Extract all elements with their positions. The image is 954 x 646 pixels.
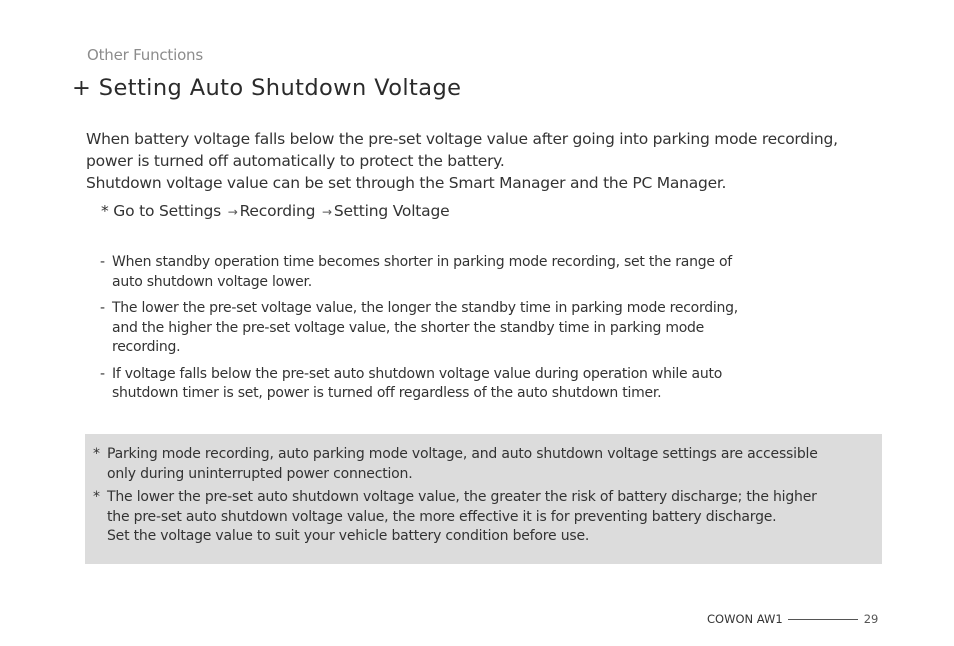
page-footer [707, 612, 878, 626]
path-step-setting-voltage: Setting Voltage [333, 202, 450, 220]
note-box [85, 434, 882, 564]
note-item [93, 445, 878, 484]
footer-divider [788, 619, 858, 620]
page-title: + Setting Auto Shutdown Voltage [72, 75, 462, 101]
list-item-line: If voltage falls below the pre-set auto shutdown voltage value during operation while auto [112, 365, 723, 382]
note-line: The lower the pre-set auto shutdown voltage value, the greater the risk of battery discharge; the higher [107, 489, 817, 505]
asterisk-marker: * [93, 489, 100, 505]
list-item-line: shutdown timer is set, power is turned off regardless of the auto shutdown timer. [112, 385, 662, 401]
intro-line: When battery voltage falls below the pre-set voltage value after going into parking mode recording, [86, 130, 838, 148]
note-item [93, 488, 878, 547]
note-line: Parking mode recording, auto parking mode voltage, and auto shutdown voltage settings are accessible [107, 446, 818, 462]
list-item-line: The lower the pre-set voltage value, the longer the standby time in parking mode recording, [112, 300, 738, 316]
dash-marker: - [100, 300, 105, 316]
footer-product-name: COWON AW1 [707, 612, 783, 626]
note-line: Set the voltage value to suit your vehicle battery condition before use. [107, 528, 590, 544]
dash-marker: - [100, 365, 105, 382]
dash-marker: - [100, 254, 105, 270]
path-step-recording: Recording [239, 202, 316, 220]
list-item [100, 253, 800, 292]
asterisk-marker: * [93, 446, 100, 462]
list-item [100, 299, 800, 358]
intro-line: Shutdown voltage value can be set through the Smart Manager and the PC Manager. [86, 174, 727, 192]
section-label: Other Functions [87, 46, 203, 64]
path-prefix: * Go to Settings [101, 202, 221, 220]
settings-path [101, 202, 449, 220]
list-item-line: When standby operation time becomes shorter in parking mode recording, set the range of [112, 254, 732, 270]
page-number: 29 [863, 612, 879, 626]
arrow-right-icon: → [227, 205, 238, 219]
list-item-line: auto shutdown voltage lower. [112, 273, 312, 290]
arrow-right-icon: → [322, 205, 332, 219]
intro-line: power is turned off automatically to protect the battery. [86, 152, 505, 170]
note-line: only during uninterrupted power connection. [107, 465, 413, 482]
bullet-list [100, 253, 800, 411]
note-list [93, 445, 878, 551]
list-item-line: and the higher the pre-set voltage value, the shorter the standby time in parking mode [112, 319, 705, 336]
intro-paragraph [86, 128, 886, 194]
list-item [100, 365, 800, 404]
list-item-line: recording. [112, 339, 181, 355]
note-line: the pre-set auto shutdown voltage value, the more effective it is for preventing battery discharge. [107, 508, 777, 525]
